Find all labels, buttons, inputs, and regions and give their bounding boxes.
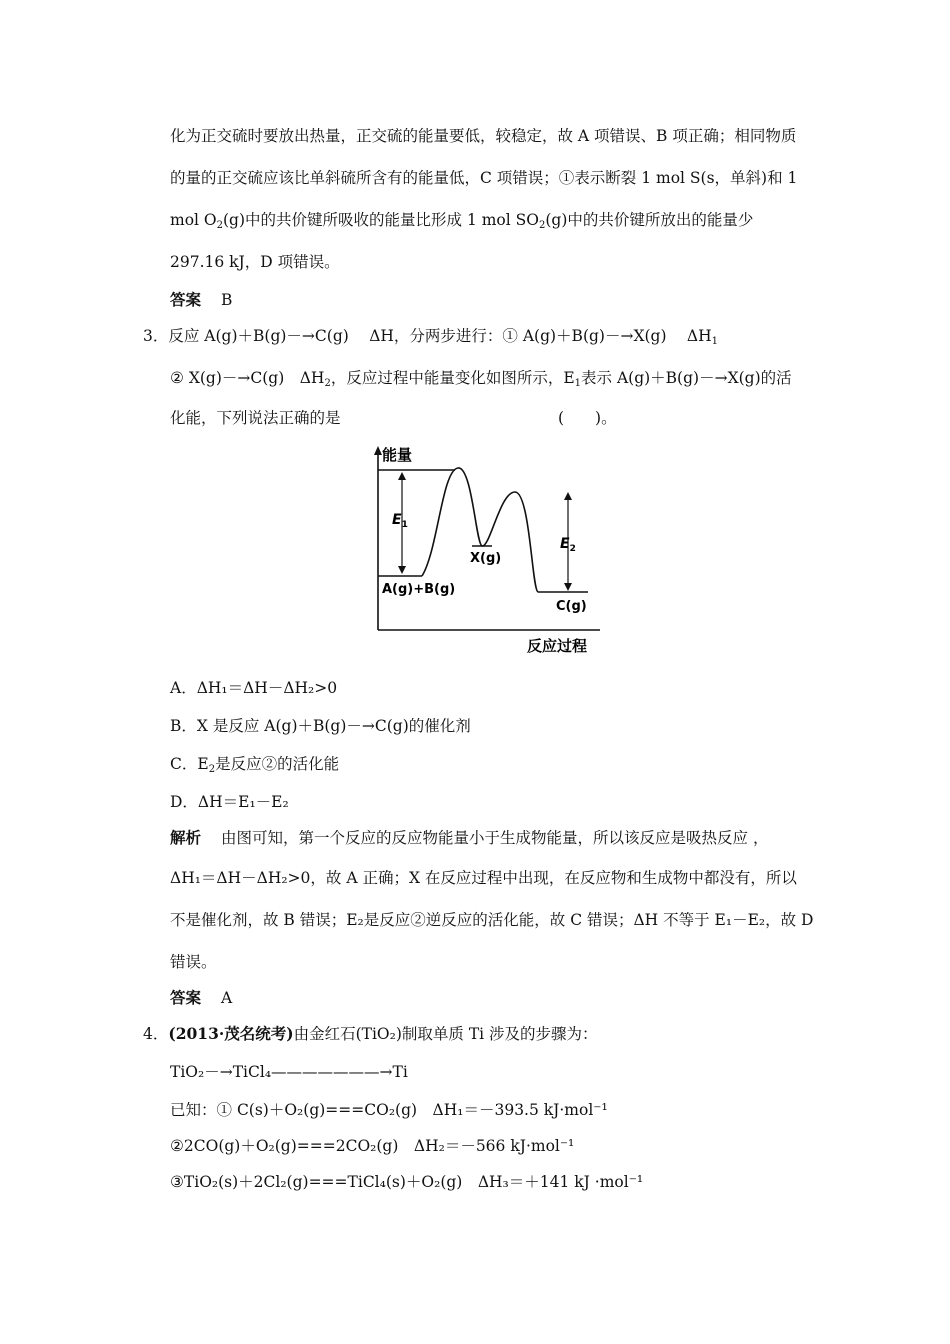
solution-line: 解析 由图可知，第一个反应的反应物能量小于生成物能量，所以该反应是吸热反应 ， xyxy=(170,828,769,847)
y-axis-label: 能量 xyxy=(382,446,413,464)
reaction-energy-curve xyxy=(422,468,538,592)
intermediate-label: X(g) xyxy=(470,551,502,566)
known-equation-2: ②2CO(g)＋O₂(g)===2CO₂(g) ΔH₂＝－566 kJ·mol⁻¹ xyxy=(170,1137,575,1155)
e2-label: $E_2$ xyxy=(560,536,576,554)
solution-line: ΔH₁＝ΔH－ΔH₂>0，故 A 正确；X 在反应过程中出现，在反应物和生成物中都没有，所以 xyxy=(170,869,797,887)
option-c: C．$E_2$是反应②的活化能 xyxy=(170,755,340,775)
answer-value: A xyxy=(221,989,233,1007)
option-a: A．ΔH₁＝ΔH－ΔH₂>0 xyxy=(170,679,338,697)
question-source: (2013·茂名统考) xyxy=(168,1024,294,1043)
question-4-stem: 4．(2013·茂名统考)由金红石(TiO₂)制取单质 Ti 涉及的步骤为： xyxy=(143,1024,598,1043)
answer-label: 答案 xyxy=(170,290,202,309)
answer-line xyxy=(170,988,232,1008)
energy-axis-arrow xyxy=(374,446,382,455)
answer-line xyxy=(170,290,232,310)
known-equation-1: 已知：① C(s)＋O₂(g)===CO₂(g) ΔH₁＝－393.5 kJ·mol⁻¹ xyxy=(170,1101,608,1119)
reaction-route: TiO₂－→TiCl₄———————→Ti xyxy=(170,1063,408,1081)
solution-text-line: 化为正交硫时要放出热量，正交硫的能量要低，较稳定，故 A 项错误、B 项正确；相同物质 xyxy=(170,127,797,145)
answer-label: 答案 xyxy=(170,988,202,1007)
known-equation-3: ③TiO₂(s)＋2Cl₂(g)===TiCl₄(s)＋O₂(g) ΔH₃＝＋141 kJ ·mol⁻¹ xyxy=(170,1173,644,1191)
solution-line: 错误。 xyxy=(170,953,217,971)
solution-text-line: 297.16 kJ，D 项错误。 xyxy=(170,253,340,271)
option-d: D．ΔH＝E₁－E₂ xyxy=(170,793,289,811)
energy-profile-diagram xyxy=(360,440,610,660)
question-3-stem-line: ② X(g)－→C(g) $\Delta H_2$，反应过程中能量变化如图所示，$E_1$表示 A(g)＋B(g)－→X(g)的活 xyxy=(170,369,792,389)
solution-label: 解析 xyxy=(170,828,202,847)
e1-label: $E_1$ xyxy=(392,512,408,530)
question-number: 4． xyxy=(143,1025,169,1043)
question-3-stem: 3．反应 A(g)＋B(g)－→C(g) ΔH，分两步进行：① A(g)＋B(g)－→X(g) $\Delta H_1$ xyxy=(143,327,719,347)
product-label: C(g) xyxy=(556,599,587,614)
question-number: 3． xyxy=(143,327,169,345)
solution-text-line: mol $O_2(g)$中的共价键所吸收的能量比形成 1 mol $SO_2(g)$中的共价键所放出的能量少 xyxy=(170,211,754,231)
answer-blank: ( )。 xyxy=(558,409,617,427)
reactant-label: A(g)+B(g) xyxy=(382,582,456,597)
question-3-stem-line: 化能，下列说法正确的是 xyxy=(170,409,341,427)
x-axis-label: 反应过程 xyxy=(527,637,588,655)
solution-text-line: 的量的正交硫应该比单斜硫所含有的能量低，C 项错误；①表示断裂 1 mol S(s，单斜)和 1 xyxy=(170,169,798,187)
option-b: B．X 是反应 A(g)＋B(g)－→C(g)的催化剂 xyxy=(170,717,471,735)
solution-line: 不是催化剂，故 B 错误；E₂是反应②逆反应的活化能，故 C 错误；ΔH 不等于 E₁－E₂，故 D xyxy=(170,911,814,929)
answer-value: B xyxy=(221,291,233,309)
